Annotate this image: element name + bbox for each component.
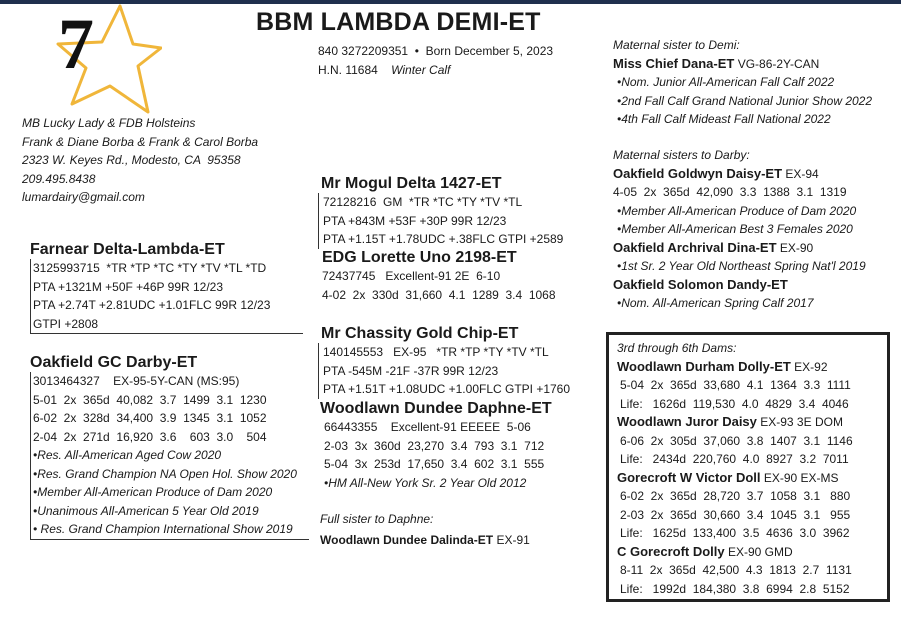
lot-number: 7: [58, 4, 94, 84]
sire-block: [30, 240, 303, 334]
dams-box-record: Life: 2434d 220,760 4.0 8927 3.2 7011: [620, 452, 849, 466]
dams-box-record: 8-11 2x 365d 42,500 4.3 1813 2.7 1131: [620, 563, 852, 577]
consignor-email: lumardairy@gmail.com: [22, 190, 145, 204]
dam-sire-name: Mr Chassity Gold Chip-ET: [321, 325, 519, 342]
dam-dam-details: [320, 418, 552, 492]
maternal-darby-honor: •Nom. All-American Spring Calf 2017: [617, 296, 814, 310]
dams-box-record: 5-04 2x 365d 33,680 4.1 1364 3.3 1111: [620, 378, 851, 392]
maternal-demi-block: [613, 36, 872, 129]
dam-honor: •Res. Grand Champion NA Open Hol. Show 2020: [33, 466, 297, 481]
maternal-darby-label: Maternal sisters to Darby:: [613, 148, 750, 162]
subject-class: Winter Calf: [391, 62, 451, 77]
dam-sire-details: [318, 343, 570, 399]
full-sister-label: Full sister to Daphne:: [320, 512, 434, 526]
subject-hn-line: [318, 61, 553, 80]
dams-box-score: EX-90 EX-MS: [760, 470, 839, 485]
maternal-darby-block: [613, 146, 866, 313]
maternal-darby-entry: [613, 239, 866, 258]
sire-sire-details: [318, 193, 563, 249]
maternal-darby-honor: •Member All-American Produce of Dam 2020: [617, 203, 857, 218]
dam-dam-line: 5-04 3x 253d 17,650 3.4 602 3.1 555: [324, 457, 545, 471]
dams-box-score: EX-92: [790, 359, 828, 374]
dams-box-name: Woodlawn Durham Dolly-ET: [617, 358, 791, 374]
maternal-darby-line: 4-05 2x 365d 42,090 3.3 1388 3.1 1319: [613, 185, 847, 199]
sire-sire-block: [318, 174, 563, 249]
dam-line: 5-01 2x 365d 40,082 3.7 1499 3.1 1230: [33, 392, 267, 407]
maternal-demi-name: Miss Chief Dana-ET: [613, 55, 735, 71]
maternal-darby-entry: [613, 276, 866, 295]
dams-box-score: EX-90 GMD: [724, 544, 793, 559]
maternal-darby-honor: •Member All-American Best 3 Females 2020: [617, 222, 853, 236]
dams-box-record: Life: 1626d 119,530 4.0 4829 3.4 4046: [620, 396, 849, 411]
dam-honor: •Res. All-American Aged Cow 2020: [33, 448, 222, 462]
dam-line: 6-02 2x 328d 34,400 3.9 1345 3.1 1052: [33, 411, 267, 425]
maternal-darby-name: Oakfield Solomon Dandy-ET: [613, 276, 788, 292]
dams-box-record: 6-02 2x 365d 28,720 3.7 1058 3.1 880: [620, 489, 851, 503]
dams-box-entry: [617, 358, 853, 377]
dam-dam-honor: •HM All-New York Sr. 2 Year Old 2012: [324, 475, 527, 490]
sire-line: PTA +2.74T +2.81UDC +1.01FLC 99R 12/23: [33, 298, 271, 312]
consignor-line: Frank & Diane Borba & Frank & Carol Borba: [22, 134, 259, 149]
sire-sire-name: Mr Mogul Delta 1427-ET: [321, 175, 502, 192]
full-sister-name: Woodlawn Dundee Dalinda-ET: [320, 532, 494, 547]
dam-dam-name: Woodlawn Dundee Daphne-ET: [320, 400, 552, 417]
dam-sire-block: [318, 324, 570, 399]
subject-info: [318, 42, 553, 79]
maternal-demi-honor: •Nom. Junior All-American Fall Calf 2022: [617, 75, 835, 89]
maternal-demi-line: [613, 55, 872, 74]
sire-sire-line: PTA +843M +53F +30P 99R 12/23: [323, 213, 507, 228]
sire-dam-block: [322, 248, 556, 304]
sire-details: [30, 259, 303, 334]
dam-dam-line: 2-03 3x 360d 23,270 3.4 793 3.1 712: [324, 438, 545, 453]
dams-box-record: 6-06 2x 305d 37,060 3.8 1407 3.1 1146: [620, 433, 853, 448]
dams-box-name: Gorecroft W Victor Doll: [617, 469, 761, 485]
dam-honor: •Member All-American Produce of Dam 2020: [33, 485, 273, 499]
maternal-darby-name: Oakfield Goldwyn Daisy-ET: [613, 165, 783, 181]
sire-name: Farnear Delta-Lambda-ET: [30, 241, 225, 258]
page-title: BBM LAMBDA DEMI-ET: [256, 8, 541, 36]
maternal-darby-name: Oakfield Archrival Dina-ET: [613, 239, 777, 255]
dams-box-record: 2-03 2x 365d 30,660 3.4 1045 3.1 955: [620, 507, 851, 522]
dam-block: [30, 353, 309, 540]
dams-box-entry: [617, 469, 853, 488]
dams-box-entry: [617, 413, 853, 432]
maternal-demi-score: VG-86-2Y-CAN: [734, 56, 820, 71]
dam-line: 3013464327 EX-95-5Y-CAN (MS:95): [33, 374, 240, 388]
maternal-darby-entry: [613, 165, 866, 184]
consignor-line: 2323 W. Keyes Rd., Modesto, CA 95358: [22, 153, 241, 167]
subject-hn: H.N. 11684: [318, 62, 378, 77]
consignor-line: MB Lucky Lady & FDB Holsteins: [22, 116, 196, 130]
dams-box: [606, 332, 890, 602]
dam-name: Oakfield GC Darby-ET: [30, 354, 198, 371]
dams-box-record: Life: 1992d 184,380 3.8 6994 2.8 5152: [620, 581, 850, 596]
dam-sire-line: 140145553 EX-95 *TR *TP *TY *TV *TL: [323, 345, 549, 359]
maternal-darby-score: EX-94: [782, 166, 819, 181]
dams-box-label: 3rd through 6th Dams:: [617, 341, 737, 355]
dam-honor: •Unanimous All-American 5 Year Old 2019: [33, 503, 259, 518]
consignor-block: [22, 114, 258, 207]
full-sister-score: EX-91: [493, 532, 530, 547]
dams-box-name: C Gorecroft Dolly: [617, 543, 725, 559]
consignor-line: 209.495.8438: [22, 171, 96, 186]
subject-id-birth: 840 3272209351 • Born December 5, 2023: [318, 44, 554, 58]
dam-honor: • Res. Grand Champion International Show 2019: [33, 522, 293, 536]
sire-dam-line: 72437745 Excellent-91 2E 6-10: [322, 269, 501, 283]
sire-dam-details: [322, 267, 556, 304]
sire-line: PTA +1321M +50F +46P 99R 12/23: [33, 279, 224, 294]
full-sister-line: [320, 531, 530, 550]
dams-box-record: Life: 1625d 133,400 3.5 4636 3.0 3962: [620, 526, 850, 540]
full-sister-block: [320, 510, 530, 549]
dams-box-entry: [617, 543, 853, 562]
maternal-demi-label: Maternal sister to Demi:: [613, 38, 740, 52]
sire-sire-line: 72128216 GM *TR *TC *TY *TV *TL: [323, 195, 523, 209]
dam-dam-block: [320, 399, 552, 492]
dams-box-score: EX-93 3E DOM: [756, 415, 843, 429]
maternal-darby-score: EX-90: [776, 240, 814, 255]
sire-line: GTPI +2808: [33, 316, 99, 331]
dam-details: [30, 372, 309, 540]
sire-sire-line: PTA +1.15T +1.78UDC +.38FLC GTPI +2589: [323, 232, 564, 246]
sire-dam-line: 4-02 2x 330d 31,660 4.1 1289 3.4 1068: [322, 287, 556, 302]
maternal-darby-honor: •1st Sr. 2 Year Old Northeast Spring Nat'l 2019: [617, 259, 866, 273]
maternal-demi-honor: •4th Fall Calf Mideast Fall National 2022: [617, 112, 831, 126]
sire-line: 3125993715 *TR *TP *TC *TY *TV *TL *TD: [33, 261, 267, 275]
dams-box-name: Woodlawn Juror Daisy: [617, 414, 757, 429]
dam-dam-line: 66443355 Excellent-91 EEEEE 5-06: [324, 420, 531, 434]
dam-line: 2-04 2x 271d 16,920 3.6 603 3.0 504: [33, 429, 267, 444]
dam-sire-line: PTA +1.51T +1.08UDC +1.00FLC GTPI +1760: [323, 382, 571, 396]
dam-sire-line: PTA -545M -21F -37R 99R 12/23: [323, 363, 499, 378]
sire-dam-name: EDG Lorette Uno 2198-ET: [322, 249, 517, 266]
dams-box-content: [617, 339, 853, 598]
maternal-demi-honor: •2nd Fall Calf Grand National Junior Show 2022: [617, 93, 873, 108]
